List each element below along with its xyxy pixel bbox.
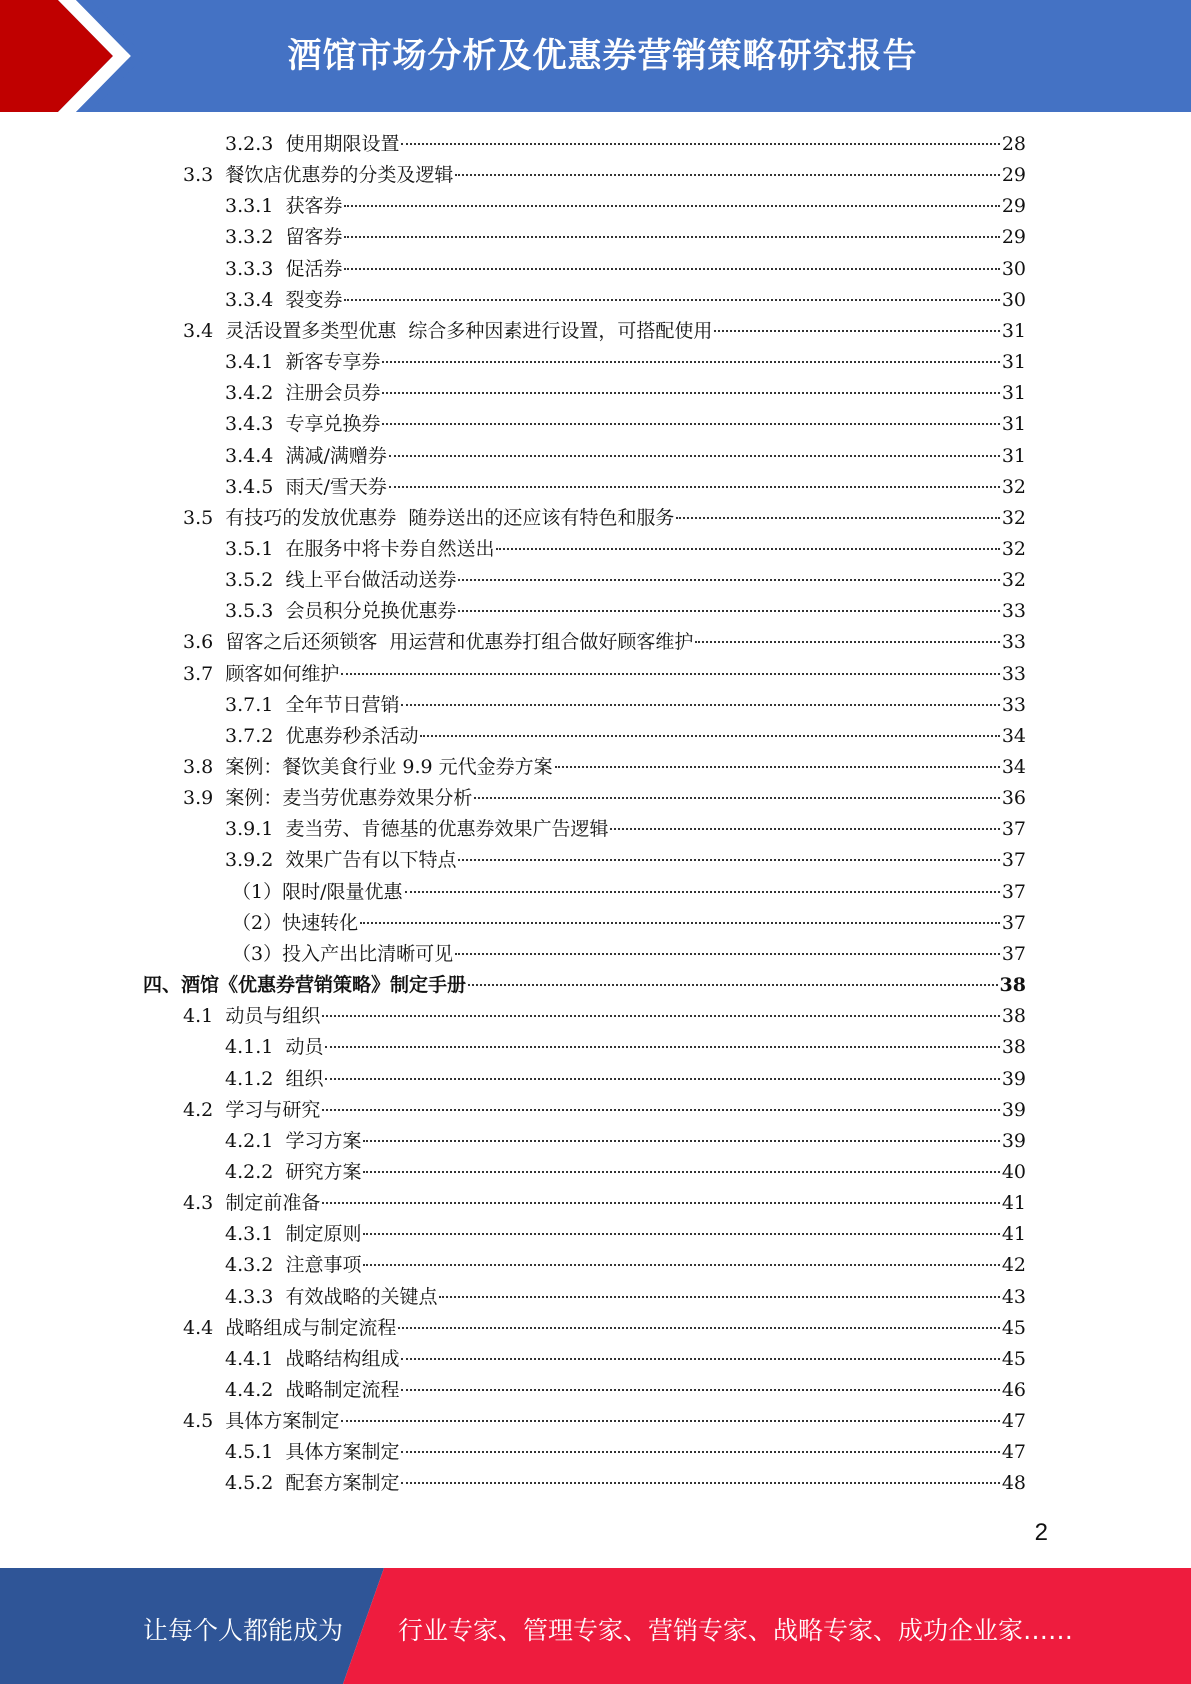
toc-entry[interactable]: [225, 1468, 1026, 1499]
toc-entry-page: 34: [1001, 724, 1026, 747]
toc-entry-page: 29: [1001, 226, 1026, 249]
toc-dot-leader: [382, 423, 999, 425]
toc-entry-page: 48: [1001, 1472, 1026, 1495]
toc-entry-gap: [213, 752, 225, 783]
toc-entry-page: 41: [1001, 1192, 1026, 1215]
toc-dot-leader: [401, 1482, 999, 1484]
toc-entry-title: 灵活设置多类型优惠 综合多种因素进行设置，可搭配使用: [225, 319, 713, 342]
toc-entry[interactable]: [225, 441, 1026, 472]
toc-dot-leader: [458, 859, 999, 861]
toc-entry-number: 3.3.4: [225, 288, 274, 311]
toc-dot-leader: [455, 174, 999, 176]
toc-entry[interactable]: [225, 814, 1026, 845]
toc-dot-leader: [325, 1046, 999, 1048]
toc-dot-leader: [455, 953, 1000, 955]
toc-entry-number: 3.4.5: [225, 475, 274, 498]
toc-entry-page: 28: [1001, 133, 1026, 155]
toc-entry-page: 31: [1001, 382, 1026, 405]
toc-entry[interactable]: [225, 721, 1026, 752]
toc-entry-number: 4.4.1: [225, 1347, 274, 1370]
toc-entry-page: 38: [1001, 1036, 1026, 1059]
toc-entry-gap: [273, 1437, 285, 1468]
toc-entry[interactable]: [183, 627, 1026, 658]
toc-entry-title: 餐饮店优惠券的分类及逻辑: [225, 164, 454, 187]
toc-entry-number: 3.4.1: [225, 351, 274, 374]
toc-entry[interactable]: [225, 409, 1026, 440]
toc-dot-leader: [344, 299, 999, 301]
toc-entry-gap: [213, 503, 225, 534]
toc-dot-leader: [322, 1202, 999, 1204]
toc-dot-leader: [439, 1296, 999, 1298]
toc-dot-leader: [382, 361, 999, 363]
toc-entry-title: 战略制定流程: [285, 1379, 400, 1401]
toc-dot-leader: [363, 1140, 999, 1142]
toc-entry-title: 满减/满赠券: [285, 444, 387, 467]
toc-dot-leader: [458, 610, 999, 612]
toc-dot-leader: [458, 579, 999, 581]
toc-entry-title: 雨天/雪天券: [285, 475, 387, 498]
toc-entry-gap: [273, 191, 285, 222]
toc-entry-title: 新客专享券: [285, 351, 381, 374]
toc-entry[interactable]: [225, 1250, 1026, 1281]
toc-entry-page: 33: [1001, 600, 1026, 623]
toc-entry[interactable]: [232, 877, 1026, 908]
toc-entry-page: 32: [1001, 569, 1026, 592]
toc-dot-leader: [714, 330, 999, 332]
toc-entry[interactable]: [225, 1437, 1026, 1468]
toc-entry-page: 31: [1001, 319, 1026, 342]
toc-entry-gap: [273, 1282, 285, 1313]
toc-entry-title: 全年节日营销: [285, 693, 400, 716]
toc-entry-gap: [273, 285, 285, 316]
toc-entry[interactable]: [183, 316, 1026, 347]
toc-entry[interactable]: [225, 1282, 1026, 1313]
toc-entry-page: 39: [1001, 1129, 1026, 1152]
toc-entry-title: 学习与研究: [225, 1098, 321, 1121]
toc-entry-title: 效果广告有以下特点: [285, 849, 457, 872]
toc-entry-title: 制定前准备: [225, 1192, 321, 1215]
toc-entry-page: 37: [1001, 911, 1026, 934]
toc-entry-number: 3.4.2: [225, 382, 274, 405]
toc-entry-gap: [273, 1126, 285, 1157]
toc-dot-leader: [322, 1015, 999, 1017]
toc-dot-leader: [496, 548, 999, 550]
toc-entry[interactable]: [183, 752, 1026, 783]
toc-entry-title: 具体方案制定: [285, 1441, 400, 1464]
toc-dot-leader: [344, 205, 999, 207]
toc-entry-page: 41: [1001, 1223, 1026, 1246]
toc-entry[interactable]: [225, 1064, 1026, 1095]
toc-entry-page: 38: [1001, 1005, 1026, 1028]
toc-entry[interactable]: [183, 783, 1026, 814]
toc-dot-leader: [363, 1264, 999, 1266]
page-number: 2: [1034, 1519, 1048, 1546]
toc-entry-gap: [273, 1344, 285, 1375]
toc-entry-page: 39: [1001, 1098, 1026, 1121]
toc-entry-gap: [273, 1250, 285, 1281]
toc-entry-number: 4.4.2: [225, 1379, 274, 1401]
toc-entry-title: 注册会员券: [285, 382, 381, 405]
toc-dot-leader: [363, 1171, 999, 1173]
toc-entry-number: 4.3.2: [225, 1254, 274, 1277]
toc-entry-gap: [213, 1188, 225, 1219]
toc-entry[interactable]: [225, 129, 1026, 160]
toc-dot-leader: [676, 517, 999, 519]
toc-dot-leader: [555, 766, 1000, 768]
toc-entry-number: 4.3.1: [225, 1223, 274, 1246]
toc-dot-leader: [401, 143, 999, 145]
toc-entry-gap: [273, 378, 285, 409]
toc-entry[interactable]: [225, 254, 1026, 285]
toc-dot-leader: [344, 236, 999, 238]
toc-entry-page: 37: [1001, 880, 1026, 903]
toc-entry-title: 留客之后还须锁客 用运营和优惠券打组合做好顾客维护: [225, 631, 694, 654]
toc-entry-title: 研究方案: [285, 1160, 362, 1183]
toc-entry-page: 46: [1001, 1379, 1026, 1401]
toc-entry-number: 3.3: [183, 164, 214, 187]
toc-entry-title: 优惠券秒杀活动: [285, 724, 419, 747]
toc-entry-number: 4.1.2: [225, 1067, 274, 1090]
toc-entry-title: 案例：麦当劳优惠券效果分析: [225, 787, 473, 810]
toc-entry-page: 32: [1001, 506, 1026, 529]
toc-entry[interactable]: [225, 191, 1026, 222]
toc-entry-gap: [273, 596, 285, 627]
toc-dot-leader: [344, 268, 999, 270]
toc-entry-gap: [213, 659, 225, 690]
toc-entry-gap: [273, 441, 285, 472]
toc-entry[interactable]: [183, 1001, 1026, 1032]
toc-entry-page: 47: [1001, 1441, 1026, 1464]
toc-entry-title: 具体方案制定: [225, 1410, 340, 1433]
toc-entry-title: 动员与组织: [225, 1005, 321, 1028]
toc-entry-gap: [213, 1095, 225, 1126]
toc-entry-title: 动员: [285, 1036, 324, 1059]
toc-entry-title: 配套方案制定: [285, 1472, 400, 1495]
toc-entry[interactable]: [225, 1375, 1026, 1406]
toc-entry-number: 3.5.3: [225, 600, 274, 623]
toc-entry[interactable]: [183, 1095, 1026, 1126]
toc-dot-leader: [325, 1078, 999, 1080]
toc-entry-gap: [273, 347, 285, 378]
toc-entry-gap: [213, 160, 225, 191]
toc-entry-number: 3.7.1: [225, 693, 274, 716]
toc-entry-number: 4.4: [183, 1316, 214, 1339]
toc-entry-title: 裂变券: [285, 288, 343, 311]
toc-entry[interactable]: [225, 1032, 1026, 1063]
toc-entry-title: （3）投入产出比清晰可见: [232, 942, 454, 965]
toc-entry-page: 31: [1001, 351, 1026, 374]
toc-entry-number: 3.8: [183, 756, 214, 778]
toc-entry-gap: [213, 627, 225, 658]
toc-dot-leader: [322, 1109, 999, 1111]
toc-entry-number: 3.5: [183, 506, 214, 529]
toc-entry-title: 使用期限设置: [285, 133, 400, 155]
toc-entry-number: 4.2: [183, 1098, 214, 1121]
toc-entry-title: 注意事项: [285, 1254, 362, 1277]
toc-entry-gap: [273, 845, 285, 876]
toc-dot-leader: [405, 891, 1000, 893]
toc-entry[interactable]: [232, 908, 1026, 939]
toc-entry-page: 32: [1001, 537, 1026, 560]
toc-dot-leader: [401, 1358, 999, 1360]
toc-entry-title: 专享兑换券: [285, 413, 381, 436]
toc-dot-leader: [468, 984, 998, 986]
toc-dot-leader: [695, 641, 999, 643]
toc-entry-title: 顾客如何维护: [225, 662, 340, 685]
toc-dot-leader: [360, 922, 1000, 924]
toc-entry-gap: [273, 1157, 285, 1188]
toc-entry-number: 3.3.1: [225, 195, 274, 218]
toc-entry-page: 32: [1001, 475, 1026, 498]
toc-entry-gap: [213, 1406, 225, 1437]
toc-entry-gap: [273, 1219, 285, 1250]
toc-entry[interactable]: [183, 1406, 1026, 1437]
toc-entry-gap: [273, 814, 285, 845]
toc-entry-number: 4.3.3: [225, 1285, 274, 1308]
toc-entry[interactable]: [183, 503, 1026, 534]
footer-slogan-left: 让每个人都能成为: [143, 1616, 344, 1645]
toc-entry-number: 3.9.1: [225, 818, 274, 841]
toc-entry-gap: [273, 1064, 285, 1095]
toc-entry-page: 45: [1001, 1347, 1026, 1370]
toc-entry-gap: [273, 409, 285, 440]
toc-entry-title: 战略组成与制定流程: [225, 1316, 397, 1339]
toc-entry[interactable]: [183, 659, 1026, 690]
toc-entry-number: 4.1: [183, 1005, 214, 1028]
toc-entry-page: 39: [1001, 1067, 1026, 1090]
toc-entry-number: 3.5.1: [225, 537, 274, 560]
toc-dot-leader: [398, 1327, 999, 1329]
toc-entry-gap: [273, 222, 285, 253]
toc-entry-title: 促活券: [285, 257, 343, 280]
toc-entry[interactable]: [225, 347, 1026, 378]
toc-entry-title: 制定原则: [285, 1223, 362, 1246]
toc-entry-title: 留客券: [285, 226, 343, 249]
toc-entry-gap: [273, 565, 285, 596]
toc-entry[interactable]: [232, 939, 1026, 970]
toc-entry[interactable]: [225, 596, 1026, 627]
toc-entry-page: 43: [1001, 1285, 1026, 1308]
toc-entry-page: 40: [1001, 1160, 1026, 1183]
toc-entry-page: 38: [999, 974, 1026, 997]
toc-entry-gap: [273, 690, 285, 721]
toc-entry-number: 3.3.3: [225, 257, 274, 280]
toc-entry[interactable]: [225, 1219, 1026, 1250]
toc-entry-title: 线上平台做活动送券: [285, 569, 457, 592]
toc-entry-page: 47: [1001, 1410, 1026, 1433]
toc-entry-page: 30: [1001, 288, 1026, 311]
toc-entry-gap: [273, 472, 285, 503]
toc-entry-gap: [273, 1468, 285, 1499]
toc-entry-page: 33: [1001, 693, 1026, 716]
toc-entry-number: 4.5.2: [225, 1472, 274, 1495]
toc-entry-title: 四、酒馆《优惠券营销策略》制定手册: [143, 974, 467, 997]
toc-entry-number: 4.5: [183, 1410, 214, 1433]
toc-entry-gap: [213, 1001, 225, 1032]
toc-entry-title: 获客券: [285, 195, 343, 218]
toc-entry-number: 4.1.1: [225, 1036, 274, 1059]
toc-entry-gap: [273, 254, 285, 285]
toc-entry-title: 有技巧的发放优惠券 随券送出的还应该有特色和服务: [225, 506, 675, 529]
toc-entry-number: 3.4.4: [225, 444, 274, 467]
toc-entry[interactable]: [143, 970, 1026, 1001]
toc-entry[interactable]: [225, 565, 1026, 596]
toc-entry-number: 3.2.3: [225, 133, 274, 155]
footer-slogan-right: 行业专家、管理专家、营销专家、战略专家、成功企业家……: [398, 1616, 1074, 1645]
toc-entry-page: 42: [1001, 1254, 1026, 1277]
toc-entry[interactable]: [225, 285, 1026, 316]
toc-entry[interactable]: [225, 378, 1026, 409]
toc-entry-title: 会员积分兑换优惠券: [285, 600, 457, 623]
page-footer: [0, 1568, 1191, 1684]
page-header: [0, 0, 1191, 112]
toc-entry[interactable]: [183, 1188, 1026, 1219]
toc-dot-leader: [401, 1389, 999, 1391]
toc-entry-number: 3.6: [183, 631, 214, 654]
toc-dot-leader: [474, 797, 999, 799]
toc-entry-page: 30: [1001, 257, 1026, 280]
toc-entry-gap: [213, 1313, 225, 1344]
report-title: 酒馆市场分析及优惠券营销策略研究报告: [287, 36, 918, 76]
toc-entry-number: 4.5.1: [225, 1441, 274, 1464]
toc-entry-title: 战略结构组成: [285, 1347, 400, 1370]
toc-entry-number: 3.3.2: [225, 226, 274, 249]
toc-entry-number: 3.9.2: [225, 849, 274, 872]
toc-entry-page: 29: [1001, 195, 1026, 218]
toc-entry[interactable]: [183, 1313, 1026, 1344]
toc-entry[interactable]: [225, 222, 1026, 253]
toc-entry[interactable]: [225, 534, 1026, 565]
toc-entry-page: 29: [1001, 164, 1026, 187]
toc-dot-leader: [341, 673, 999, 675]
toc-dot-leader: [389, 486, 1000, 488]
toc-dot-leader: [382, 392, 999, 394]
toc-entry-title: 案例：餐饮美食行业 9.9 元代金券方案: [225, 756, 553, 778]
toc-entry-gap: [273, 534, 285, 565]
toc-dot-leader: [341, 1420, 999, 1422]
toc-entry-page: 36: [1001, 787, 1026, 810]
toc-dot-leader: [401, 1451, 999, 1453]
toc-entry-gap: [273, 129, 285, 160]
toc-entry-page: 33: [1001, 631, 1026, 654]
toc-entry-page: 33: [1001, 662, 1026, 685]
toc-entry-gap: [213, 783, 225, 814]
toc-entry-gap: [213, 316, 225, 347]
toc-entry-number: 3.7.2: [225, 724, 274, 747]
toc-dot-leader: [389, 455, 1000, 457]
toc-entry-number: 3.5.2: [225, 569, 274, 592]
toc-entry-number: 3.4: [183, 319, 214, 342]
toc-entry[interactable]: [225, 1344, 1026, 1375]
toc-entry-page: 31: [1001, 413, 1026, 436]
toc-entry[interactable]: [183, 160, 1026, 191]
toc-entry-title: （2）快速转化: [232, 911, 359, 934]
toc-entry-page: 37: [1001, 849, 1026, 872]
toc-entry-title: 组织: [285, 1067, 324, 1090]
toc-entry-page: 31: [1001, 444, 1026, 467]
toc-dot-leader: [363, 1233, 999, 1235]
toc-entry-number: 4.2.1: [225, 1129, 274, 1152]
toc-entry-title: 在服务中将卡券自然送出: [285, 537, 495, 560]
toc-entry[interactable]: [225, 690, 1026, 721]
toc-entry-title: 有效战略的关键点: [285, 1285, 438, 1308]
toc-entry-page: 37: [1001, 818, 1026, 841]
toc-entry[interactable]: [225, 845, 1026, 876]
toc-entry-number: 4.2.2: [225, 1160, 274, 1183]
toc-dot-leader: [610, 828, 999, 830]
toc-entry-number: 3.7: [183, 662, 214, 685]
toc-entry-title: （1）限时/限量优惠: [232, 880, 403, 903]
toc-entry-title: 学习方案: [285, 1129, 362, 1152]
toc-entry-gap: [273, 1032, 285, 1063]
toc-entry-number: 4.3: [183, 1192, 214, 1215]
toc-entry-page: 34: [1001, 756, 1026, 778]
toc-dot-leader: [401, 704, 999, 706]
toc-entry-gap: [273, 1375, 285, 1406]
toc-entry-title: 麦当劳、肯德基的优惠券效果广告逻辑: [285, 818, 609, 841]
toc-dot-leader: [420, 735, 999, 737]
toc-entry[interactable]: [225, 1157, 1026, 1188]
toc-entry-number: 3.9: [183, 787, 214, 810]
toc-entry-page: 45: [1001, 1316, 1026, 1339]
toc-entry-page: 37: [1001, 942, 1026, 965]
toc-entry-number: 3.4.3: [225, 413, 274, 436]
toc-entry[interactable]: [225, 472, 1026, 503]
toc-entry[interactable]: [225, 1126, 1026, 1157]
toc-entry-gap: [273, 721, 285, 752]
